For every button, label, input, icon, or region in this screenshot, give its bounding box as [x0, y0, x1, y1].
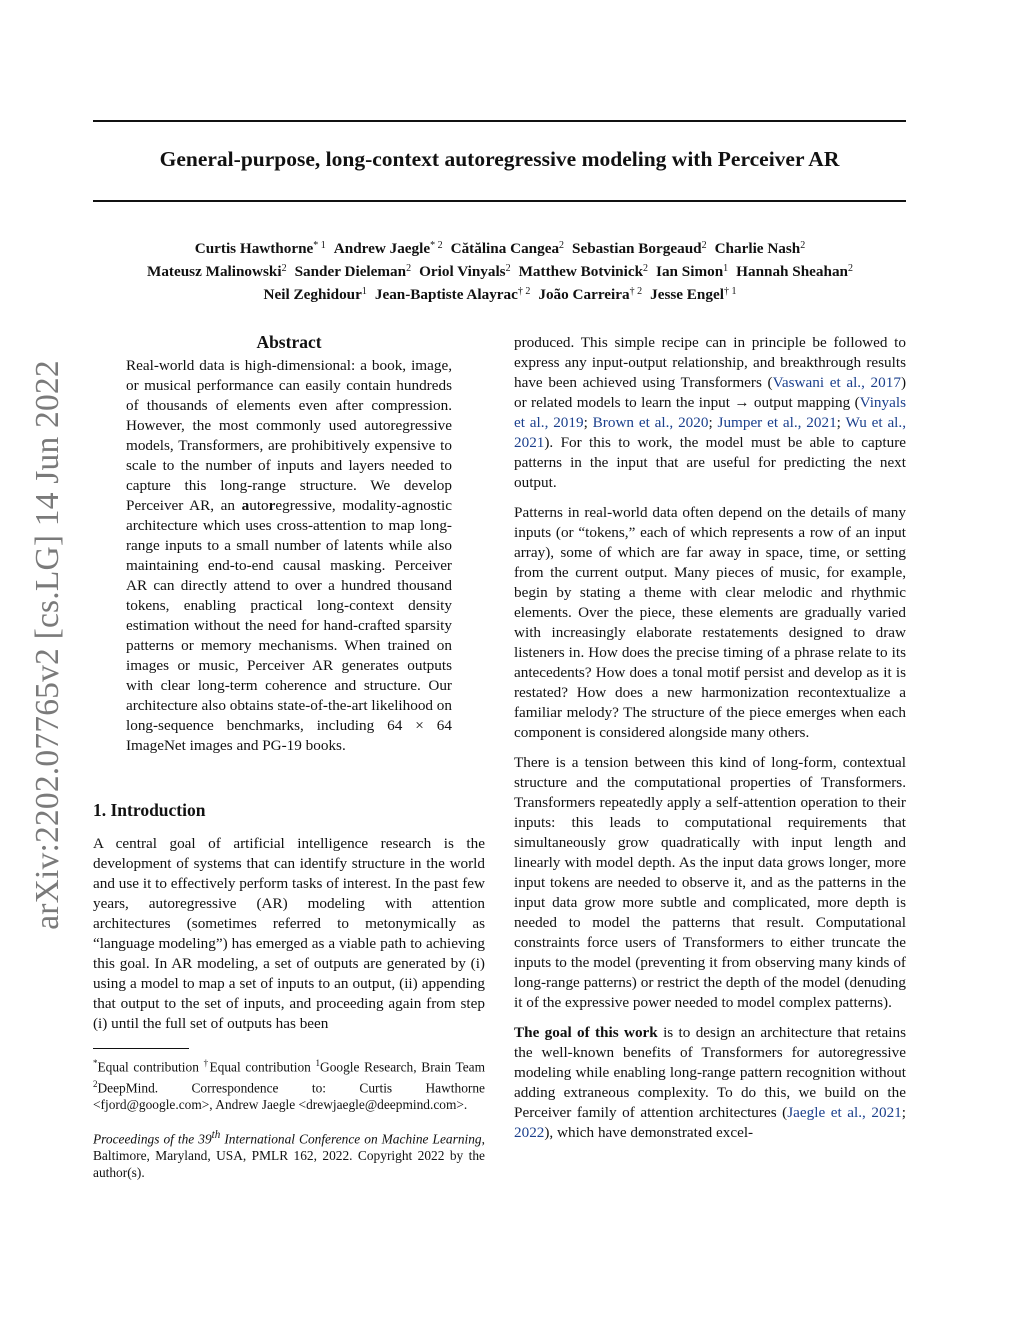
- arxiv-identifier-stamp: arXiv:2202.07765v2 [cs.LG] 14 Jun 2022: [29, 360, 66, 930]
- author: Andrew Jaegle$^{* 2}$: [333, 240, 443, 257]
- citation-link[interactable]: Brown et al., 2020: [592, 414, 709, 431]
- abstract-heading: Abstract: [256, 332, 322, 352]
- citation-link[interactable]: Jumper et al., 2021: [717, 414, 837, 431]
- body-paragraph: There is a tension between this kind of long-form, contextual structure and the computational properties of Transformers. Transformers repeatedly apply a self-attention operation to their inputs: this leads to computational requirements that simultaneously grow quadratically with input length and linearly with model depth. As the input data grows longer, more input tokens are needed to observe it, and as the patterns in the input data grow more subtle and complicated, more depth is needed to model the patterns that result. Computational constraints force users of Transformers to either truncate the inputs to the model (preventing it from observing many kinds of long-range patterns) or restrict the depth of the model (denuding it of the expressive power needed to model complex patterns).: [514, 754, 906, 1011]
- right-column: [514, 333, 906, 1153]
- introduction-paragraph: A central goal of artificial intelligence research is the development of systems that can identify structure in the world and use it to effectively perform tasks of interest. In the past few years, autoregressive (AR) modeling with attention architectures (sometimes referred to metonymically as “language modeling”) has emerged as a viable path to achieving this goal. In AR modeling, a set of outputs are generated by (i) using a model to map a set of inputs to an output, (ii) appending that output to the set of inputs, and proceeding again from step (i) until the full set of outputs has been: [93, 835, 485, 1032]
- author: Charlie Nash$^2$: [714, 240, 806, 257]
- author: Hannah Sheahan$^2$: [736, 263, 854, 280]
- citation-link[interactable]: Wu et al., 2021: [514, 414, 906, 451]
- author: Curtis Hawthorne$^{* 1}$: [194, 240, 326, 257]
- left-column: [93, 330, 485, 1181]
- author: Cătălina Cangea$^2$: [450, 240, 565, 257]
- proceedings-note: Proceedings of the 39th International Conference on Machine Learning, Baltimore, Maryland, USA, PMLR 162, 2022. Copyright 2022 by the author(s).: [93, 1129, 485, 1180]
- author: Ian Simon$^1$: [656, 263, 729, 280]
- author: Neil Zeghidour$^1$: [263, 286, 367, 303]
- author: Oriol Vinyals$^2$: [419, 263, 511, 280]
- title-rule-top: [93, 120, 906, 122]
- footnote-rule: [93, 1048, 189, 1049]
- author-list: [80, 236, 920, 305]
- citation-link[interactable]: Vinyals et al., 2019: [514, 394, 906, 431]
- introduction-heading: 1. Introduction: [93, 800, 206, 820]
- author: Jesse Engel$^{\dagger 1}$: [650, 286, 737, 303]
- body-paragraph: produced. This simple recipe can in principle be followed to express any input-output relationship, and breakthrough results have been achieved using Transformers (Vaswani et al., 2017) or related models to learn the input → output mapping (Vinyals et al., 2019; Brown et al., 2020; Jumper et al., 2021; Wu et al., 2021). For this to work, the model must be able to capture patterns in the input that are useful for predicting the next output.: [514, 334, 906, 491]
- author: Matthew Botvinick$^2$: [518, 263, 649, 280]
- title-rule-bottom: [93, 200, 906, 202]
- author: Sander Dieleman$^2$: [294, 263, 412, 280]
- author: Sebastian Borgeaud$^2$: [572, 240, 707, 257]
- citation-link[interactable]: Jaegle et al., 2021: [787, 1104, 902, 1121]
- body-paragraph: Patterns in real-world data often depend on the details of many inputs (or “tokens,” each of which represents a row of an input array), some of which are far away in space, time, or setting from the current output. Many pieces of music, for example, begin by stating a theme with clear melodic and rhythmic elements. Over the piece, these elements are gradually varied with increasingly elaborate restatements designed to draw listeners in. How does the precise timing of a phrase relate to its antecedents? How does a tonal motif persist and develop as it is restated? How does a new harmonization recontextualize a familiar melody? The structure of the piece emerges when each component is considered alongside many others.: [514, 504, 906, 741]
- citation-link[interactable]: Vaswani et al., 2017: [772, 374, 901, 391]
- paper-title: General-purpose, long-context autoregressive modeling with Perceiver AR: [159, 147, 840, 171]
- body-paragraph: The goal of this work is to design an architecture that retains the well-known benefits of Transformers for autoregressive modeling while enabling long-range pattern recognition without adding extraneous complexity. To do this, we build on the Perceiver family of attention architectures (Jaegle et al., 2021; 2022), which have demonstrated excel-: [514, 1024, 906, 1141]
- author: Mateusz Malinowski$^2$: [146, 263, 287, 280]
- abstract-text: Real-world data is high-dimensional: a book, image, or musical performance can easily contain hundreds of thousands of elements even after compression. However, the most commonly used autoregressive models, Transformers, are prohibitively expensive to scale to the number of inputs and layers needed to capture this long-range structure. We develop Perceiver AR, an autoregressive, modality-agnostic architecture which uses cross-attention to map long-range inputs to a small number of latents while also maintaining end-to-end causal masking. Perceiver AR can directly attend to over a hundred thousand tokens, enabling practical long-context density estimation without the need for hand-crafted sparsity patterns or memory mechanisms. When trained on images or music, Perceiver AR generates outputs with clear long-term coherence and structure. Our architecture also obtains state-of-the-art likelihood on long-sequence benchmarks, including 64 × 64 ImageNet images and PG-19 books.: [126, 357, 452, 754]
- author: Jean-Baptiste Alayrac$^{\dagger 2}$: [374, 286, 531, 303]
- affiliation-footnote: *Equal contribution †Equal contribution $^1$Google Research, Brain Team $^2$DeepMind. Correspondence to: Curtis Hawthorne <fjord@google.com>, Andrew Jaegle <drewjaegle@deepmind.com>.: [93, 1058, 486, 1112]
- citation-link[interactable]: 2022: [514, 1124, 545, 1141]
- author: João Carreira$^{\dagger 2}$: [538, 286, 643, 303]
